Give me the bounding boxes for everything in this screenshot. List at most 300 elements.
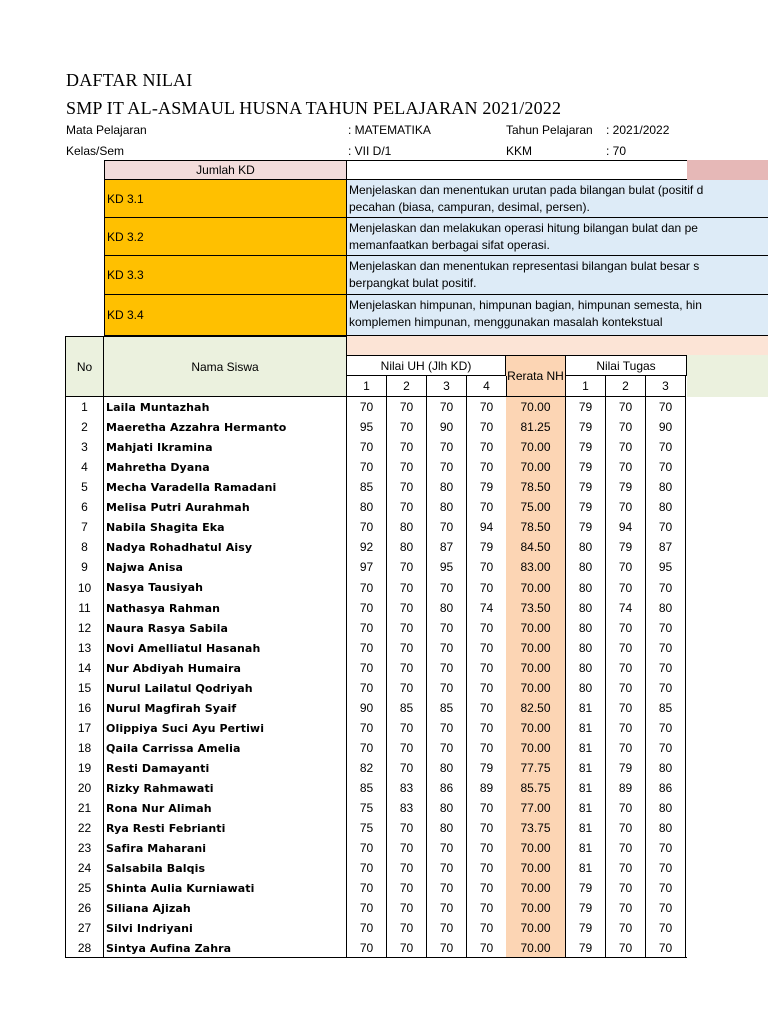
tugas-score-3: 70 xyxy=(646,638,686,658)
uh-score-2: 83 xyxy=(387,798,427,818)
tugas-score-1: 81 xyxy=(566,838,606,858)
tugas-score-3: 90 xyxy=(646,417,686,437)
uh-score-2: 70 xyxy=(387,658,427,678)
uh-score-3: 85 xyxy=(427,698,467,718)
student-name: Nurul Lailatul Qodriyah xyxy=(104,678,347,698)
tugas-score-1: 80 xyxy=(566,638,606,658)
header-nilai-tugas: Nilai Tugas xyxy=(566,355,687,376)
rerata-nh-value: 70.00 xyxy=(506,938,566,958)
tugas-score-2: 70 xyxy=(606,798,646,818)
kd-desc-4 xyxy=(347,295,768,336)
rerata-nh-value: 70.00 xyxy=(506,898,566,918)
tugas-score-1: 79 xyxy=(566,898,606,918)
uh-score-3: 80 xyxy=(427,758,467,778)
tugas-score-1: 79 xyxy=(566,497,606,517)
year-value: : 2021/2022 xyxy=(606,123,670,137)
header-name: Nama Siswa xyxy=(104,336,347,397)
tugas-score-3: 80 xyxy=(646,477,686,497)
uh-score-3: 80 xyxy=(427,477,467,497)
header-tugas-col-3: 3 xyxy=(646,376,686,397)
tugas-score-2: 79 xyxy=(606,537,646,557)
uh-score-1: 95 xyxy=(347,417,387,437)
uh-score-3: 70 xyxy=(427,938,467,958)
student-name: Melisa Putri Aurahmah xyxy=(104,497,347,517)
row-number: 6 xyxy=(65,497,104,517)
header-uh-col-4: 4 xyxy=(467,376,507,397)
rerata-nh-value: 73.50 xyxy=(506,598,566,618)
tugas-score-2: 70 xyxy=(606,938,646,958)
header-nilai-uh: Nilai UH (Jlh KD) xyxy=(347,355,506,376)
uh-score-1: 70 xyxy=(347,678,387,698)
uh-score-4: 70 xyxy=(467,638,507,658)
tugas-score-2: 70 xyxy=(606,577,646,598)
jumlah-kd-right-band xyxy=(687,160,768,180)
student-name: Novi Amelliatul Hasanah xyxy=(104,638,347,658)
tugas-score-1: 81 xyxy=(566,758,606,778)
rerata-nh-value: 70.00 xyxy=(506,638,566,658)
uh-score-1: 75 xyxy=(347,818,387,838)
row-number: 17 xyxy=(65,718,104,738)
header-rerata-nh: Rerata NH xyxy=(506,355,566,397)
uh-score-3: 90 xyxy=(427,417,467,437)
rerata-nh-value: 70.00 xyxy=(506,437,566,457)
uh-score-2: 70 xyxy=(387,938,427,958)
uh-score-3: 70 xyxy=(427,618,467,638)
uh-score-4: 70 xyxy=(467,718,507,738)
tugas-score-2: 70 xyxy=(606,858,646,878)
tugas-score-2: 70 xyxy=(606,698,646,718)
kd-desc-1-line2: pecahan (biasa, campuran, desimal, persen). xyxy=(349,200,590,214)
uh-score-4: 70 xyxy=(467,497,507,517)
rerata-nh-value: 70.00 xyxy=(506,658,566,678)
uh-score-3: 70 xyxy=(427,878,467,898)
tugas-score-3: 70 xyxy=(646,577,686,598)
uh-score-4: 89 xyxy=(467,778,507,798)
row-number: 7 xyxy=(65,517,104,537)
student-name: Nurul Magfirah Syaif xyxy=(104,698,347,718)
uh-score-2: 70 xyxy=(387,577,427,598)
kd-desc-4-line2: komplemen himpunan, menggunakan masalah kontekstual xyxy=(349,315,663,329)
tugas-score-2: 70 xyxy=(606,718,646,738)
uh-score-1: 80 xyxy=(347,497,387,517)
tugas-score-2: 89 xyxy=(606,778,646,798)
student-name: Najwa Anisa xyxy=(104,557,347,577)
uh-score-4: 70 xyxy=(467,818,507,838)
uh-score-3: 70 xyxy=(427,678,467,698)
tugas-score-3: 70 xyxy=(646,678,686,698)
uh-score-2: 70 xyxy=(387,858,427,878)
tugas-score-1: 79 xyxy=(566,417,606,437)
kd-desc-1-line1: Menjelaskan dan menentukan urutan pada bilangan bulat (positif d xyxy=(349,183,704,197)
row-number: 25 xyxy=(65,878,104,898)
rerata-nh-value: 75.00 xyxy=(506,497,566,517)
tugas-score-1: 79 xyxy=(566,437,606,457)
row-number: 24 xyxy=(65,858,104,878)
uh-score-3: 70 xyxy=(427,397,467,417)
uh-score-4: 70 xyxy=(467,577,507,598)
tugas-score-1: 81 xyxy=(566,858,606,878)
uh-score-2: 83 xyxy=(387,778,427,798)
row-number: 10 xyxy=(65,577,104,598)
tugas-score-3: 70 xyxy=(646,517,686,537)
tugas-score-2: 70 xyxy=(606,898,646,918)
student-name: Qaila Carrissa Amelia xyxy=(104,738,347,758)
uh-score-1: 70 xyxy=(347,878,387,898)
uh-score-2: 70 xyxy=(387,738,427,758)
header-right-band xyxy=(687,355,768,397)
student-name: Safira Maharani xyxy=(104,838,347,858)
uh-score-2: 70 xyxy=(387,898,427,918)
uh-score-2: 70 xyxy=(387,638,427,658)
tugas-score-1: 81 xyxy=(566,818,606,838)
uh-score-2: 70 xyxy=(387,918,427,938)
tugas-score-1: 79 xyxy=(566,477,606,497)
tugas-score-2: 70 xyxy=(606,437,646,457)
uh-score-3: 70 xyxy=(427,577,467,598)
uh-score-1: 70 xyxy=(347,738,387,758)
uh-score-2: 70 xyxy=(387,477,427,497)
student-name: Shinta Aulia Kurniawati xyxy=(104,878,347,898)
row-number: 20 xyxy=(65,778,104,798)
uh-score-4: 70 xyxy=(467,557,507,577)
student-name: Rya Resti Febrianti xyxy=(104,818,347,838)
rerata-nh-value: 73.75 xyxy=(506,818,566,838)
tugas-score-2: 70 xyxy=(606,658,646,678)
uh-score-3: 86 xyxy=(427,778,467,798)
tugas-score-1: 80 xyxy=(566,537,606,557)
tugas-score-1: 81 xyxy=(566,798,606,818)
tugas-score-3: 80 xyxy=(646,798,686,818)
header-tugas-col-2: 2 xyxy=(606,376,646,397)
uh-score-1: 85 xyxy=(347,477,387,497)
tugas-score-1: 79 xyxy=(566,457,606,477)
uh-score-3: 70 xyxy=(427,638,467,658)
uh-score-4: 74 xyxy=(467,598,507,618)
tugas-score-1: 80 xyxy=(566,658,606,678)
tugas-score-3: 70 xyxy=(646,838,686,858)
tugas-score-3: 86 xyxy=(646,778,686,798)
header-no: No xyxy=(65,336,104,397)
kd-label-1: KD 3.1 xyxy=(104,180,347,218)
uh-score-1: 85 xyxy=(347,778,387,798)
uh-score-4: 70 xyxy=(467,457,507,477)
tugas-score-2: 70 xyxy=(606,818,646,838)
uh-score-1: 70 xyxy=(347,838,387,858)
student-name: Mecha Varadella Ramadani xyxy=(104,477,347,497)
uh-score-2: 70 xyxy=(387,557,427,577)
row-number: 13 xyxy=(65,638,104,658)
tugas-score-3: 70 xyxy=(646,898,686,918)
row-number: 21 xyxy=(65,798,104,818)
uh-score-2: 70 xyxy=(387,678,427,698)
uh-score-1: 70 xyxy=(347,437,387,457)
uh-score-3: 70 xyxy=(427,437,467,457)
uh-score-4: 70 xyxy=(467,417,507,437)
row-number: 23 xyxy=(65,838,104,858)
tugas-score-1: 80 xyxy=(566,577,606,598)
rerata-nh-value: 70.00 xyxy=(506,858,566,878)
tugas-score-3: 70 xyxy=(646,858,686,878)
class-value: : VII D/1 xyxy=(348,144,392,158)
uh-score-1: 70 xyxy=(347,658,387,678)
kd-desc-1 xyxy=(347,180,768,218)
uh-score-3: 70 xyxy=(427,838,467,858)
uh-score-3: 70 xyxy=(427,738,467,758)
header-top-band xyxy=(347,336,768,355)
row-number: 8 xyxy=(65,537,104,557)
title-school-year: SMP IT AL-ASMAUL HUSNA TAHUN PELAJARAN 2021/2022 xyxy=(66,98,562,118)
uh-score-4: 94 xyxy=(467,517,507,537)
uh-score-4: 70 xyxy=(467,658,507,678)
tugas-score-3: 80 xyxy=(646,598,686,618)
tugas-score-2: 70 xyxy=(606,878,646,898)
tugas-score-1: 79 xyxy=(566,397,606,417)
tugas-score-1: 81 xyxy=(566,778,606,798)
tugas-score-1: 79 xyxy=(566,938,606,958)
tugas-score-2: 70 xyxy=(606,678,646,698)
row-number: 16 xyxy=(65,698,104,718)
uh-score-1: 70 xyxy=(347,618,387,638)
tugas-score-2: 70 xyxy=(606,417,646,437)
uh-score-1: 70 xyxy=(347,397,387,417)
row-number: 26 xyxy=(65,898,104,918)
uh-score-2: 70 xyxy=(387,758,427,778)
uh-score-1: 70 xyxy=(347,938,387,958)
class-label: Kelas/Sem xyxy=(66,144,125,158)
tugas-score-2: 70 xyxy=(606,497,646,517)
tugas-score-3: 80 xyxy=(646,758,686,778)
row-number: 4 xyxy=(65,457,104,477)
uh-score-3: 80 xyxy=(427,798,467,818)
uh-score-2: 70 xyxy=(387,397,427,417)
uh-score-2: 70 xyxy=(387,457,427,477)
uh-score-1: 82 xyxy=(347,758,387,778)
uh-score-4: 70 xyxy=(467,798,507,818)
tugas-score-3: 70 xyxy=(646,718,686,738)
header-tugas-col-1: 1 xyxy=(566,376,606,397)
row-number: 15 xyxy=(65,678,104,698)
rerata-nh-value: 70.00 xyxy=(506,678,566,698)
tugas-score-2: 74 xyxy=(606,598,646,618)
tugas-score-2: 70 xyxy=(606,557,646,577)
uh-score-3: 95 xyxy=(427,557,467,577)
uh-score-2: 70 xyxy=(387,437,427,457)
kd-desc-2-line1: Menjelaskan dan melakukan operasi hitung bilangan bulat dan pe xyxy=(349,221,698,235)
tugas-score-1: 81 xyxy=(566,718,606,738)
uh-score-1: 70 xyxy=(347,898,387,918)
student-name: Rona Nur Alimah xyxy=(104,798,347,818)
row-number: 3 xyxy=(65,437,104,457)
student-name: Mahretha Dyana xyxy=(104,457,347,477)
rerata-nh-value: 78.50 xyxy=(506,517,566,537)
kd-desc-3-line1: Menjelaskan dan menentukan representasi bilangan bulat besar s xyxy=(349,259,700,273)
tugas-score-3: 70 xyxy=(646,938,686,958)
uh-score-3: 70 xyxy=(427,898,467,918)
tugas-score-2: 70 xyxy=(606,638,646,658)
rerata-nh-value: 83.00 xyxy=(506,557,566,577)
kd-desc-3 xyxy=(347,256,768,295)
uh-score-1: 70 xyxy=(347,577,387,598)
uh-score-1: 70 xyxy=(347,517,387,537)
row-number: 19 xyxy=(65,758,104,778)
uh-score-3: 70 xyxy=(427,718,467,738)
uh-score-3: 70 xyxy=(427,918,467,938)
kd-label-3: KD 3.3 xyxy=(104,256,347,295)
tugas-score-3: 70 xyxy=(646,878,686,898)
rerata-nh-value: 82.50 xyxy=(506,698,566,718)
student-name: Mahjati Ikramina xyxy=(104,437,347,457)
subject-value: : MATEMATIKA xyxy=(348,123,431,137)
row-number: 27 xyxy=(65,918,104,938)
uh-score-4: 79 xyxy=(467,477,507,497)
uh-score-2: 70 xyxy=(387,818,427,838)
uh-score-2: 70 xyxy=(387,497,427,517)
row-number: 28 xyxy=(65,938,104,958)
uh-score-4: 70 xyxy=(467,878,507,898)
rerata-nh-value: 77.00 xyxy=(506,798,566,818)
rerata-nh-value: 70.00 xyxy=(506,718,566,738)
rerata-nh-value: 84.50 xyxy=(506,537,566,557)
uh-score-4: 79 xyxy=(467,537,507,557)
row-number: 5 xyxy=(65,477,104,497)
uh-score-4: 70 xyxy=(467,838,507,858)
kd-desc-2 xyxy=(347,218,768,256)
row-number: 12 xyxy=(65,618,104,638)
uh-score-1: 97 xyxy=(347,557,387,577)
kd-desc-4-line1: Menjelaskan himpunan, himpunan bagian, himpunan semesta, hin xyxy=(349,298,702,312)
rerata-nh-value: 70.00 xyxy=(506,577,566,598)
uh-score-3: 80 xyxy=(427,497,467,517)
uh-score-1: 90 xyxy=(347,698,387,718)
tugas-score-2: 94 xyxy=(606,517,646,537)
tugas-score-1: 80 xyxy=(566,598,606,618)
row-number: 14 xyxy=(65,658,104,678)
uh-score-2: 70 xyxy=(387,878,427,898)
tugas-score-2: 70 xyxy=(606,457,646,477)
rerata-nh-value: 70.00 xyxy=(506,878,566,898)
row-number: 18 xyxy=(65,738,104,758)
table-bottom-border xyxy=(65,957,687,958)
tugas-score-2: 70 xyxy=(606,618,646,638)
tugas-score-1: 79 xyxy=(566,918,606,938)
kd-desc-3-line2: berpangkat bulat positif. xyxy=(349,276,477,290)
student-name: Maeretha Azzahra Hermanto xyxy=(104,417,347,437)
tugas-score-1: 81 xyxy=(566,738,606,758)
uh-score-4: 70 xyxy=(467,698,507,718)
tugas-score-3: 80 xyxy=(646,818,686,838)
rerata-nh-value: 70.00 xyxy=(506,738,566,758)
row-number: 22 xyxy=(65,818,104,838)
uh-score-1: 75 xyxy=(347,798,387,818)
row-number: 11 xyxy=(65,598,104,618)
uh-score-4: 70 xyxy=(467,437,507,457)
uh-score-4: 70 xyxy=(467,678,507,698)
tugas-score-1: 79 xyxy=(566,878,606,898)
uh-score-2: 70 xyxy=(387,417,427,437)
tugas-score-1: 80 xyxy=(566,618,606,638)
tugas-score-2: 79 xyxy=(606,477,646,497)
rerata-nh-value: 70.00 xyxy=(506,457,566,477)
uh-score-1: 70 xyxy=(347,457,387,477)
uh-score-4: 70 xyxy=(467,938,507,958)
uh-score-3: 80 xyxy=(427,598,467,618)
rerata-nh-value: 81.25 xyxy=(506,417,566,437)
uh-score-1: 70 xyxy=(347,598,387,618)
uh-score-2: 80 xyxy=(387,537,427,557)
header-uh-col-2: 2 xyxy=(387,376,427,397)
kd-label-2: KD 3.2 xyxy=(104,218,347,256)
rerata-nh-value: 70.00 xyxy=(506,918,566,938)
uh-score-4: 70 xyxy=(467,898,507,918)
uh-score-1: 70 xyxy=(347,638,387,658)
uh-score-3: 87 xyxy=(427,537,467,557)
tugas-score-1: 79 xyxy=(566,517,606,537)
rerata-nh-value: 77.75 xyxy=(506,758,566,778)
uh-score-2: 85 xyxy=(387,698,427,718)
tugas-score-3: 70 xyxy=(646,397,686,417)
rerata-nh-value: 70.00 xyxy=(506,618,566,638)
year-label: Tahun Pelajaran xyxy=(506,123,593,137)
uh-score-1: 70 xyxy=(347,918,387,938)
uh-score-4: 70 xyxy=(467,397,507,417)
tugas-score-2: 70 xyxy=(606,397,646,417)
student-name: Siliana Ajizah xyxy=(104,898,347,918)
row-number: 1 xyxy=(65,397,104,417)
uh-score-3: 70 xyxy=(427,517,467,537)
tugas-score-3: 70 xyxy=(646,618,686,638)
tugas-score-1: 80 xyxy=(566,557,606,577)
tugas-score-3: 70 xyxy=(646,918,686,938)
uh-score-4: 70 xyxy=(467,918,507,938)
rerata-nh-value: 70.00 xyxy=(506,397,566,417)
rerata-nh-value: 78.50 xyxy=(506,477,566,497)
rerata-nh-value: 70.00 xyxy=(506,838,566,858)
student-name: Laila Muntazhah xyxy=(104,397,347,417)
uh-score-1: 70 xyxy=(347,718,387,738)
student-name: Nathasya Rahman xyxy=(104,598,347,618)
tugas-score-3: 85 xyxy=(646,698,686,718)
uh-score-2: 70 xyxy=(387,598,427,618)
jumlah-kd-header: Jumlah KD xyxy=(104,160,347,180)
student-name: Salsabila Balqis xyxy=(104,858,347,878)
uh-score-2: 80 xyxy=(387,517,427,537)
tugas-score-3: 87 xyxy=(646,537,686,557)
tugas-score-1: 80 xyxy=(566,678,606,698)
jumlah-kd-value-cell xyxy=(347,160,687,180)
title-daftar-nilai: DAFTAR NILAI xyxy=(66,70,193,90)
student-name: Olippiya Suci Ayu Pertiwi xyxy=(104,718,347,738)
tugas-score-3: 80 xyxy=(646,497,686,517)
uh-score-4: 70 xyxy=(467,618,507,638)
student-name: Nasya Tausiyah xyxy=(104,577,347,598)
tugas-score-3: 70 xyxy=(646,457,686,477)
uh-score-3: 70 xyxy=(427,658,467,678)
student-name: Sintya Aufina Zahra xyxy=(104,938,347,958)
uh-score-4: 79 xyxy=(467,758,507,778)
uh-score-2: 70 xyxy=(387,718,427,738)
kd-label-4: KD 3.4 xyxy=(104,295,347,336)
student-name: Naura Rasya Sabila xyxy=(104,618,347,638)
tugas-score-2: 70 xyxy=(606,838,646,858)
uh-score-3: 80 xyxy=(427,818,467,838)
row-number: 9 xyxy=(65,557,104,577)
uh-score-1: 92 xyxy=(347,537,387,557)
student-name: Nadya Rohadhatul Aisy xyxy=(104,537,347,557)
uh-score-2: 70 xyxy=(387,618,427,638)
uh-score-4: 70 xyxy=(467,858,507,878)
uh-score-3: 70 xyxy=(427,858,467,878)
subject-label: Mata Pelajaran xyxy=(66,123,147,137)
